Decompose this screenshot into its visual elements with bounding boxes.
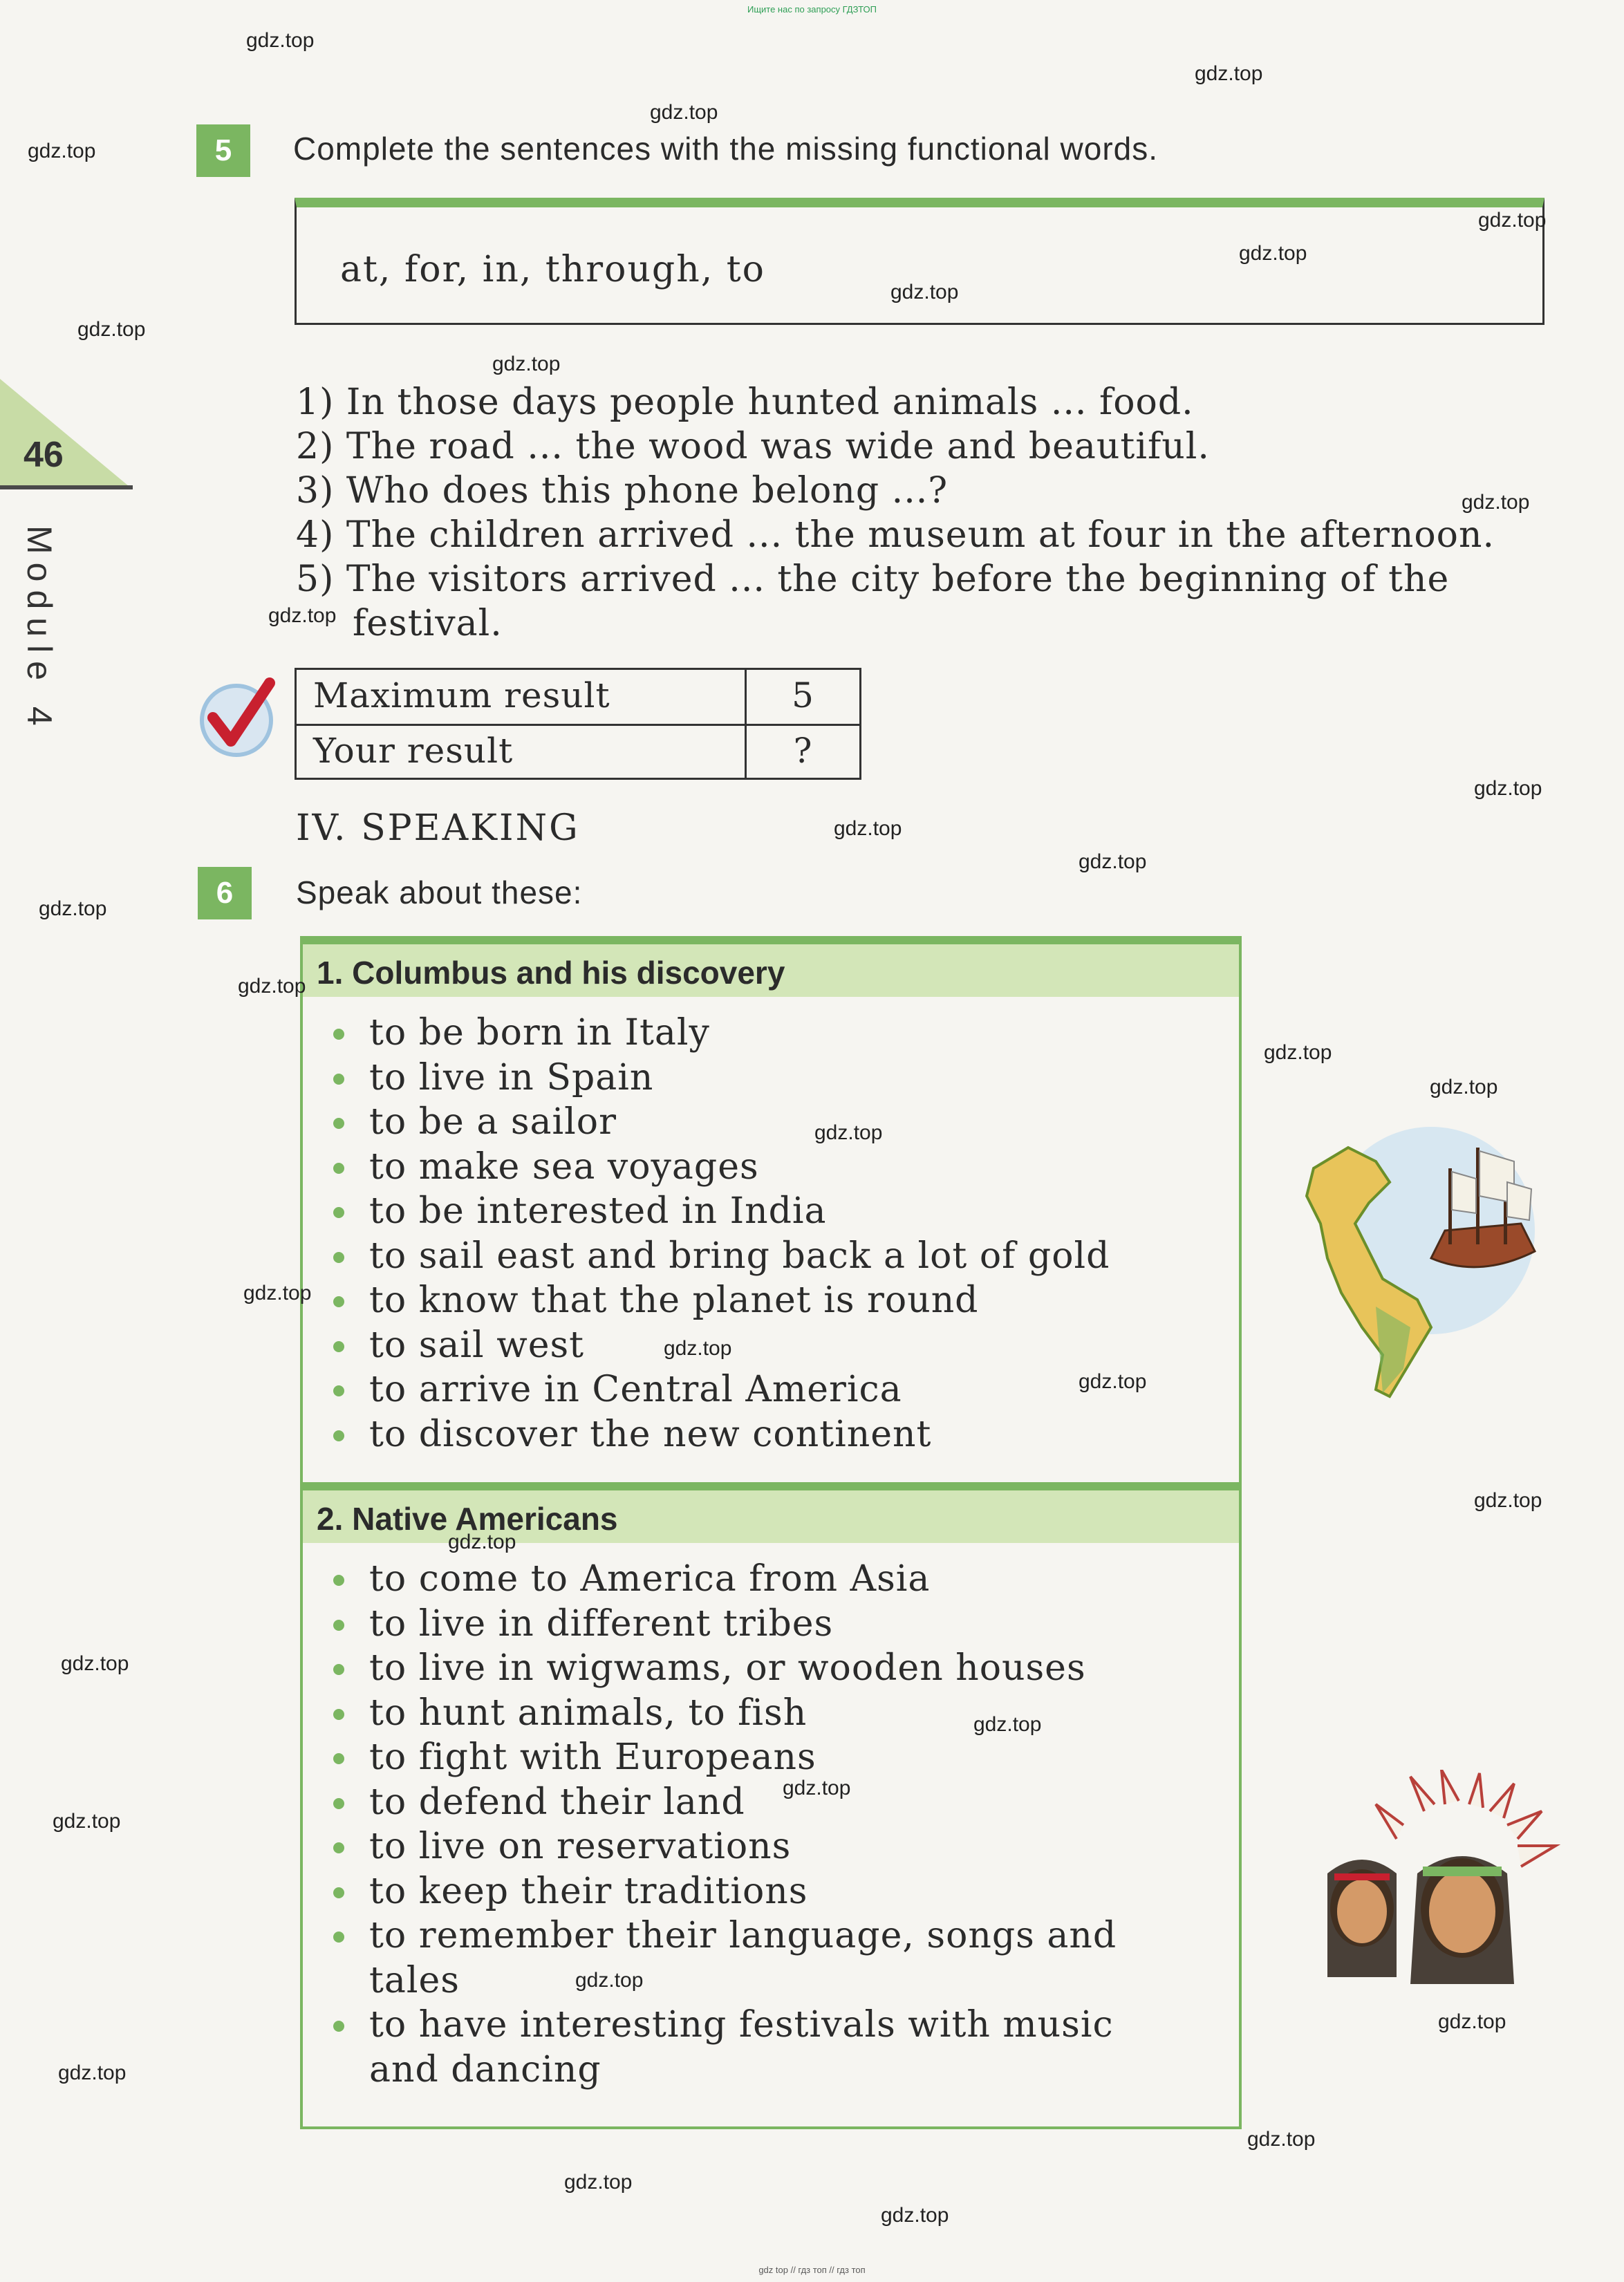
list-item: to keep their traditions xyxy=(324,1869,1117,1914)
watermark: gdz.top xyxy=(1264,1041,1332,1064)
watermark: gdz.top xyxy=(246,29,315,52)
task-number-5: 5 xyxy=(196,124,250,177)
max-result-label: Maximum result xyxy=(313,675,610,716)
watermark: gdz.top xyxy=(564,2171,633,2194)
watermark: gdz.top xyxy=(973,1713,1042,1736)
watermark: gdz.top xyxy=(1438,2010,1506,2033)
top-note: Ищите нас по запросу ГДЗТОП xyxy=(747,4,877,15)
watermark: gdz.top xyxy=(575,1969,644,1992)
topic-header xyxy=(303,1490,1239,1543)
topic-panel-columbus xyxy=(300,936,1242,1486)
watermark: gdz.top xyxy=(783,1777,851,1799)
sentence-4: 4) The children arrived ... the museum at four in the afternoon. xyxy=(296,514,1495,556)
sentence-5-continued: festival. xyxy=(353,603,503,644)
watermark: gdz.top xyxy=(1478,209,1547,232)
result-table xyxy=(295,668,861,780)
topic-panel-native-americans xyxy=(300,1482,1242,2129)
list-item: to sail west xyxy=(324,1323,1110,1368)
topic-list xyxy=(324,1557,1117,2092)
map-ship-illustration xyxy=(1272,1120,1562,1410)
watermark: gdz.top xyxy=(881,2204,949,2227)
sentence-5: 5) The visitors arrived ... the city before the beginning of the xyxy=(296,559,1450,600)
list-item: to be a sailor xyxy=(324,1100,1110,1145)
topic-list xyxy=(324,1011,1110,1457)
side-tab xyxy=(0,379,133,489)
watermark: gdz.top xyxy=(664,1337,732,1360)
watermark: gdz.top xyxy=(1079,850,1147,873)
list-item: to be born in Italy xyxy=(324,1011,1110,1056)
list-item: to remember their language, songs and xyxy=(324,1914,1117,1958)
list-item: to sail east and bring back a lot of gold xyxy=(324,1234,1110,1279)
module-label: Module 4 xyxy=(20,525,59,734)
list-item: to live on reservations xyxy=(324,1824,1117,1869)
page-rule xyxy=(0,485,133,489)
watermark: gdz.top xyxy=(28,140,96,162)
exercise5-sentences xyxy=(296,380,1561,646)
watermark: gdz.top xyxy=(268,604,337,627)
sentence-3: 3) Who does this phone belong ...? xyxy=(296,470,949,512)
watermark: gdz.top xyxy=(890,281,959,303)
your-result-label: Your result xyxy=(313,731,514,771)
watermark: gdz.top xyxy=(492,353,561,375)
table-column-divider xyxy=(745,670,747,778)
bottom-note: gdz top // гдз топ // гдз топ xyxy=(758,2265,866,2275)
watermark: gdz.top xyxy=(58,2061,127,2084)
list-item: to live in wigwams, or wooden houses xyxy=(324,1646,1117,1691)
exercise6-instruction: Speak about these: xyxy=(296,875,583,910)
sentence-1: 1) In those days people hunted animals ... food. xyxy=(296,382,1194,423)
section-title: IV. SPEAKING xyxy=(296,807,580,849)
watermark: gdz.top xyxy=(1462,491,1530,514)
list-item: and dancing xyxy=(369,2048,601,2091)
watermark: gdz.top xyxy=(1474,1489,1542,1512)
watermark: gdz.top xyxy=(53,1810,121,1833)
list-item: tales xyxy=(369,1959,460,2001)
task-number-6: 6 xyxy=(198,867,252,919)
watermark: gdz.top xyxy=(650,101,718,124)
list-item: to defend their land xyxy=(324,1780,1117,1825)
watermark: gdz.top xyxy=(61,1652,129,1675)
list-item: to come to America from Asia xyxy=(324,1557,1117,1602)
watermark: gdz.top xyxy=(814,1121,883,1144)
watermark: gdz.top xyxy=(834,817,902,840)
list-item: to fight with Europeans xyxy=(324,1735,1117,1780)
list-item: to live in different tribes xyxy=(324,1602,1117,1647)
list-item: to know that the planet is round xyxy=(324,1278,1110,1323)
topic-header xyxy=(303,944,1239,997)
watermark: gdz.top xyxy=(1079,1370,1147,1393)
watermark: gdz.top xyxy=(39,897,107,920)
list-item: to arrive in Central America xyxy=(324,1367,1110,1412)
watermark: gdz.top xyxy=(243,1282,312,1304)
your-result-row xyxy=(297,725,859,779)
watermark: gdz.top xyxy=(77,318,146,341)
max-result-row xyxy=(297,670,859,724)
watermark: gdz.top xyxy=(1474,777,1542,800)
exercise5-instruction: Complete the sentences with the missing functional words. xyxy=(293,131,1159,167)
watermark: gdz.top xyxy=(1239,242,1307,265)
word-list: at, for, in, through, to xyxy=(340,249,765,290)
watermark: gdz.top xyxy=(238,975,306,998)
list-item: to discover the new continent xyxy=(324,1412,1110,1457)
watermark: gdz.top xyxy=(1195,62,1263,85)
topic-title: 2. Native Americans xyxy=(317,1501,618,1537)
watermark: gdz.top xyxy=(1247,2128,1316,2151)
watermark: gdz.top xyxy=(448,1531,516,1553)
list-item: to be interested in India xyxy=(324,1189,1110,1234)
list-item: to hunt animals, to fish xyxy=(324,1691,1117,1736)
topic-title: 1. Columbus and his discovery xyxy=(317,955,785,991)
sentence-2: 2) The road ... the wood was wide and beautiful. xyxy=(296,426,1210,467)
list-item: to have interesting festivals with music xyxy=(324,2003,1117,2048)
page-number: 46 xyxy=(24,435,64,475)
list-item: to make sea voyages xyxy=(324,1145,1110,1190)
max-result-value: 5 xyxy=(792,675,814,716)
your-result-value: ? xyxy=(793,731,812,771)
list-item: to live in Spain xyxy=(324,1056,1110,1101)
native-americans-illustration xyxy=(1307,1770,1569,1991)
check-icon xyxy=(198,677,279,759)
watermark: gdz.top xyxy=(1430,1076,1498,1098)
